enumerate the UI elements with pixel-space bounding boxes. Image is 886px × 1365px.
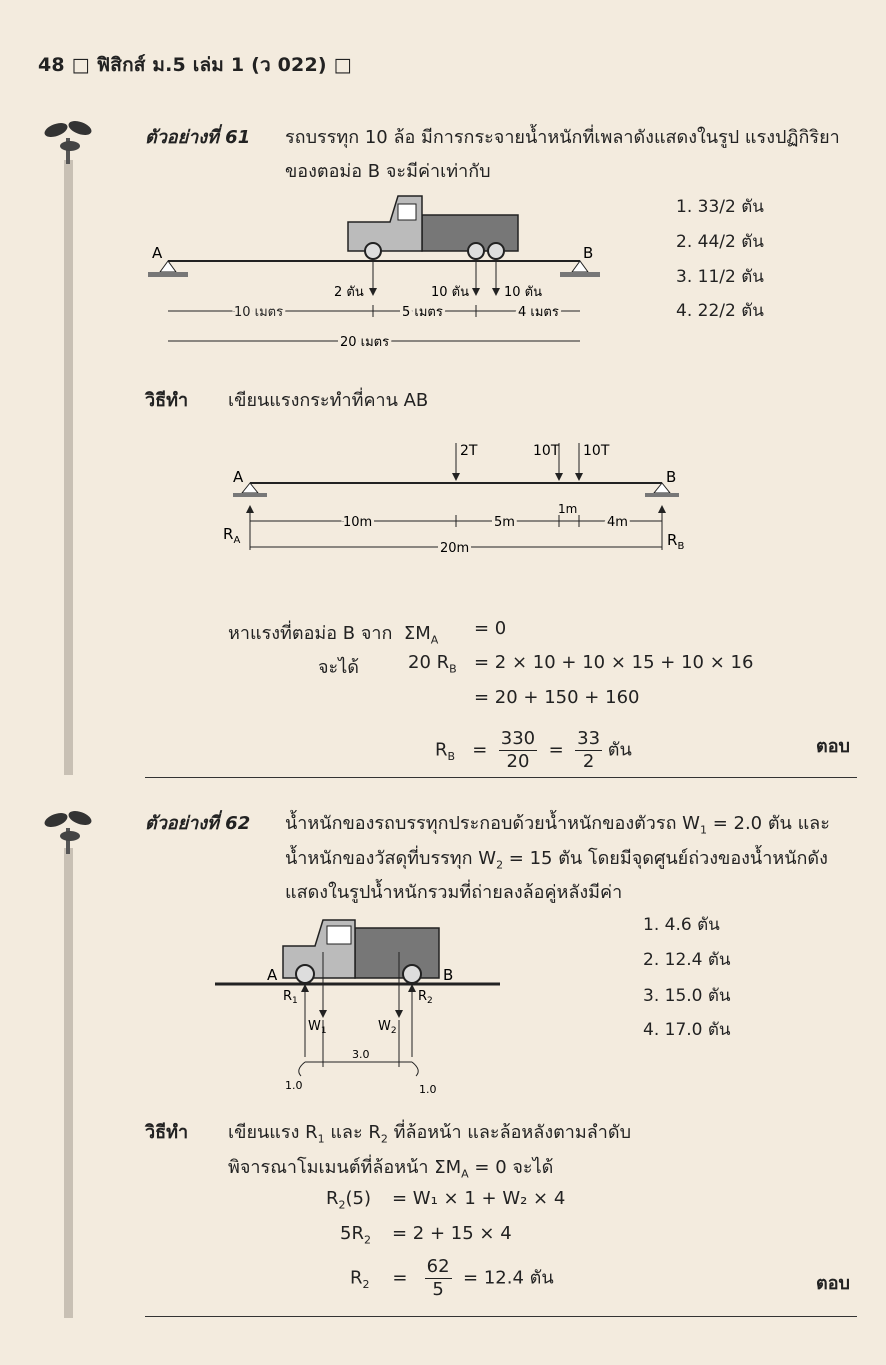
svg-text:B: B <box>666 468 677 486</box>
svg-text:2 ตัน: 2 ตัน <box>334 285 364 300</box>
ex62-option-4: 4. 17.0 ตัน <box>643 1020 731 1040</box>
ex61-beam-diagram <box>215 435 695 565</box>
svg-text:5m: 5m <box>494 515 515 530</box>
svg-text:RA: $R_A$ <box>223 525 241 546</box>
example-62-label: ตัวอย่างที่ 62 <box>145 813 251 834</box>
sprout-icon <box>42 116 98 168</box>
svg-text:10 ตัน: 10 ตัน <box>431 285 470 300</box>
ex61-calc1-rhs: = 0 <box>474 618 507 639</box>
example-61-label: ตัวอย่างที่ 61 <box>145 127 251 148</box>
ex62-eq2-rhs: = 2 + 15 × 4 <box>392 1223 512 1244</box>
svg-text:A: A <box>267 966 278 984</box>
ex62-eq1-lhs: $R_2(5)$ <box>326 1188 372 1212</box>
ex62-answer-label: ตอบ <box>816 1273 850 1294</box>
ex61-calc1: หาแรงที่ตอม่อ B จาก $\Sigma M_A$ <box>228 623 439 647</box>
ex61-answer-label: ตอบ <box>816 736 850 757</box>
example-61-line1: รถบรรทุก 10 ล้อ มีการกระจายน้ำหนักที่เพลาดังแสดงในรูป แรงปฏิกิริยา <box>285 127 840 148</box>
decorative-bar <box>64 848 73 1318</box>
ex61-option-4: 4. 22/2 ตัน <box>676 301 764 321</box>
ex61-solution-label: วิธีทำ <box>145 390 189 411</box>
svg-text:10T: 10T <box>533 443 560 459</box>
svg-text:20 เมตร: 20 เมตร <box>340 335 390 350</box>
ex61-calc4: $R_B$ = $\frac{330}{20}$ = $\frac{33}{2}$ ตัน <box>435 728 632 772</box>
svg-text:4 เมตร: 4 เมตร <box>518 305 559 320</box>
svg-text:B: B <box>443 966 454 984</box>
svg-text:A: A <box>152 244 163 262</box>
svg-text:4m: 4m <box>607 515 628 530</box>
ex61-option-2: 2. 44/2 ตัน <box>676 232 764 252</box>
divider <box>145 1316 857 1317</box>
ex62-eq1-rhs: = W₁ × 1 + W₂ × 4 <box>392 1188 566 1209</box>
ex62-option-2: 2. 12.4 ตัน <box>643 950 731 970</box>
ex62-option-3: 3. 15.0 ตัน <box>643 986 731 1006</box>
ex62-solution-line1: เขียนแรง $R_1$ และ $R_2$ ที่ล้อหน้า และล้อหลังตามลำดับ <box>228 1122 632 1146</box>
ex61-calc2-text: จะได้ <box>318 657 359 678</box>
example-62-line2: น้ำหนักของวัสดุที่บรรทุก $W_2 = 15$ ตัน โดยมีจุดศูนย์ถ่วงของน้ำหนักดัง <box>285 848 828 872</box>
ex61-truck-figure <box>140 190 620 360</box>
svg-text:B: B <box>583 244 594 262</box>
svg-text:A: A <box>233 468 244 486</box>
svg-text:10 เมตร: 10 เมตร <box>234 305 284 320</box>
ex62-eq2-lhs: $5R_2$ <box>340 1223 371 1247</box>
svg-text:R1: $R_1$ <box>283 989 298 1006</box>
ex61-calc3-rhs: = 20 + 150 + 160 <box>474 687 640 708</box>
ex62-solution-line2: พิจารณาโมเมนต์ที่ล้อหน้า $\Sigma M_A = 0$ จะได้ <box>228 1157 554 1181</box>
ex62-solution-label: วิธีทำ <box>145 1122 189 1143</box>
ex61-calc2-rhs: = 2 × 10 + 10 × 15 + 10 × 16 <box>474 652 754 673</box>
example-61-line2: ของตอม่อ B จะมีค่าเท่ากับ <box>285 161 491 182</box>
ex62-eq3: $R_2$ = $\frac{62}{5}$ = 12.4 ตัน <box>350 1256 554 1300</box>
svg-text:R2: $R_2$ <box>418 989 433 1006</box>
divider <box>145 777 857 778</box>
svg-text:1.0: 1.0 <box>419 1083 437 1096</box>
ex62-option-1: 1. 4.6 ตัน <box>643 915 720 935</box>
ex61-calc2-lhs: 20 $R_B$ <box>408 652 457 676</box>
svg-text:W1: $W_1$ <box>308 1019 327 1036</box>
ex62-truck-figure <box>215 912 515 1097</box>
svg-text:5 เมตร: 5 เมตร <box>402 305 443 320</box>
svg-text:W2: $W_2$ <box>378 1019 397 1036</box>
decorative-bar <box>64 160 73 775</box>
svg-text:2T: 2T <box>460 443 478 459</box>
ex61-option-1: 1. 33/2 ตัน <box>676 197 764 217</box>
svg-text:10m: 10m <box>343 515 373 530</box>
svg-text:1m: 1m <box>558 502 578 516</box>
ex61-solution-intro: เขียนแรงกระทำที่คาน AB <box>228 390 429 411</box>
svg-text:20m: 20m <box>440 541 470 556</box>
ex61-option-3: 3. 11/2 ตัน <box>676 267 764 287</box>
svg-text:10 ตัน: 10 ตัน <box>504 285 543 300</box>
svg-text:10T: 10T <box>583 443 610 459</box>
page-header: 48 □ ฟิสิกส์ ม.5 เล่ม 1 (ว 022) □ <box>38 54 352 76</box>
svg-text:RB: $R_B$ <box>667 531 685 552</box>
example-62-line1: น้ำหนักของรถบรรทุกประกอบด้วยน้ำหนักของตัวรถ $W_1 = 2.0$ ตัน และ <box>285 813 830 837</box>
svg-text:1.0: 1.0 <box>285 1079 303 1092</box>
svg-text:3.0: 3.0 <box>352 1048 370 1061</box>
sprout-icon <box>42 806 98 858</box>
example-62-line3: แสดงในรูปน้ำหนักรวมที่ถ่ายลงล้อคู่หลังมีค่า <box>285 882 623 903</box>
